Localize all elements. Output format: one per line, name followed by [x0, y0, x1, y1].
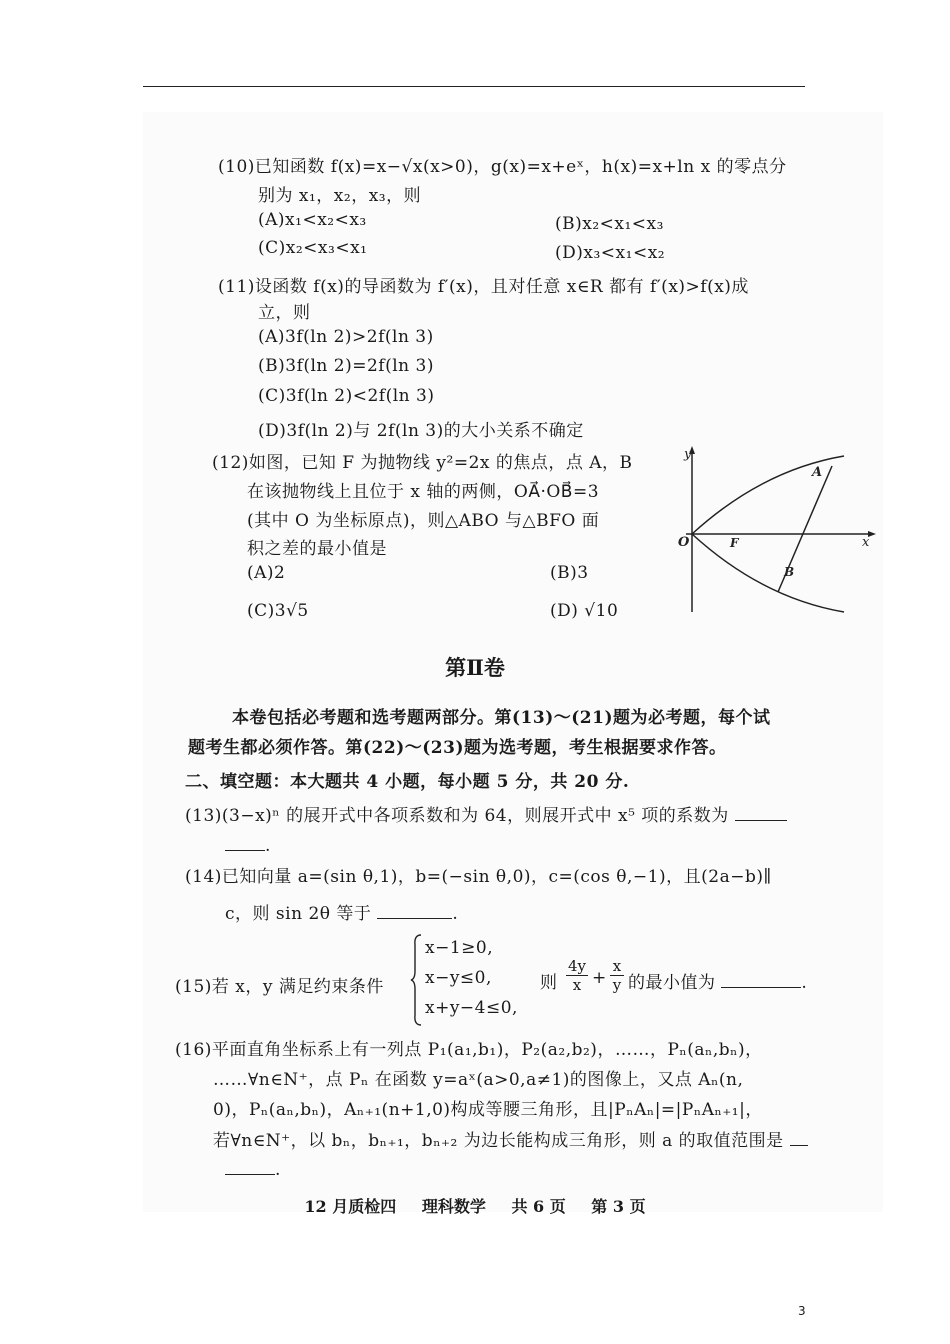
q15-frac2-den: y — [612, 976, 622, 994]
q16-line5 — [225, 1160, 281, 1180]
q14-line1: (14)已知向量 a=(sin θ,1)，b=(−sin θ,0)，c=(cos θ,−1)，且(2a−b)∥ — [185, 867, 772, 887]
q15-fraction-2 — [610, 957, 624, 994]
q12-line1: (12)如图，已知 F 为抛物线 y²=2x 的焦点，点 A，B — [212, 453, 633, 473]
header-rule — [143, 86, 805, 87]
footer-subject: 理科数学 — [421, 1197, 486, 1216]
q13-answer-blank-cont[interactable] — [225, 850, 265, 851]
q12-option-a: (A)2 — [247, 563, 286, 583]
q16-line4 — [213, 1126, 808, 1151]
q12-option-b: (B)3 — [550, 563, 589, 583]
q16-line2: ……∀n∈N⁺，点 Pₙ 在函数 y=aˣ(a>0,a≠1)的图像上，又点 Aₙ(n, — [213, 1070, 744, 1090]
q15-constraint-1: x−1≥0, — [425, 938, 494, 958]
q13-line2 — [225, 836, 271, 856]
q11-option-b: (B)3f(ln 2)=2f(ln 3) — [258, 356, 434, 376]
q15-suffix — [628, 968, 807, 993]
label-y: y — [684, 447, 692, 462]
fill-in-header: 二、填空题：本大题共 4 小题，每小题 5 分，共 20 分. — [185, 772, 630, 792]
q11-line2: 立，则 — [258, 303, 311, 323]
section-intro-line2: 题考生都必须作答。第(22)～(23)题为选考题，考生根据要求作答。 — [188, 738, 727, 758]
q11-option-c: (C)3f(ln 2)<2f(ln 3) — [258, 386, 435, 406]
q10-line2: 别为 x₁，x₂，x₃，则 — [258, 186, 422, 206]
q11-option-a: (A)3f(ln 2)>2f(ln 3) — [258, 327, 434, 347]
label-x: x — [862, 535, 870, 550]
q15-plus: + — [592, 968, 607, 988]
q12-option-d: (D) √10 — [550, 601, 619, 621]
q15-fraction-1 — [566, 957, 588, 994]
q10-line1: (10)已知函数 f(x)=x−√x(x>0)，g(x)=x+eˣ，h(x)=x+ln x 的零点分 — [218, 157, 787, 177]
q13-answer-blank[interactable] — [735, 820, 787, 821]
q11-option-d: (D)3f(ln 2)与 2f(ln 3)的大小关系不确定 — [258, 421, 584, 441]
q15-end: . — [801, 973, 808, 993]
q13-text: (13)(3−x)ⁿ 的展开式中各项系数和为 64，则展开式中 x⁵ 项的系数为 — [185, 806, 729, 826]
page-number: 3 — [798, 1304, 806, 1318]
parabola-figure — [662, 442, 882, 618]
footer-page: 第 3 页 — [591, 1197, 646, 1216]
q10-option-c: (C)x₂<x₃<x₁ — [258, 238, 368, 258]
q10-option-a: (A)x₁<x₂<x₃ — [258, 210, 367, 230]
q16-line3: 0)，Pₙ(aₙ,bₙ)，Aₙ₊₁(n+1,0)构成等腰三角形，且|PₙAₙ|=|PₙAₙ₊₁|， — [213, 1100, 763, 1120]
q16-answer-blank[interactable] — [790, 1145, 808, 1146]
q12-line3: (其中 O 为坐标原点)，则△ABO 与△BFO 面 — [247, 511, 600, 531]
footer-total-pages: 共 6 页 — [511, 1197, 566, 1216]
label-b: B — [784, 565, 795, 579]
q10-option-d: (D)x₃<x₁<x₂ — [555, 243, 666, 263]
q16-line1: (16)平面直角坐标系上有一列点 P₁(a₁,b₁)，P₂(a₂,b₂)，……，Pₙ(aₙ,bₙ)， — [175, 1040, 763, 1060]
section-title: 第Ⅱ卷 — [445, 655, 505, 680]
constraint-brace — [410, 933, 422, 1027]
q15-then: 则 — [540, 973, 558, 993]
q12-line2: 在该抛物线上且位于 x 轴的两侧，OA⃗·OB⃗=3 — [247, 482, 600, 502]
q13-line1 — [185, 801, 787, 826]
page-footer — [0, 1194, 950, 1217]
q15-frac1-num: 4y — [567, 957, 587, 975]
q14-end: . — [452, 904, 459, 924]
label-a: A — [812, 465, 823, 480]
q13-end: . — [265, 836, 271, 856]
section-intro-line1: 本卷包括必考题和选考题两部分。第(13)～(21)题为必考题，每个试 — [232, 708, 771, 728]
q15-constraint-3: x+y−4≤0, — [425, 998, 518, 1018]
q15-frac1-den: x — [572, 976, 582, 994]
q14-line2 — [225, 899, 458, 924]
footer-exam: 12 月质检四 — [304, 1197, 397, 1216]
q14-answer-blank[interactable] — [377, 918, 452, 919]
q14-text: c，则 sin 2θ 等于 — [225, 904, 372, 924]
label-focus: F — [730, 536, 739, 550]
label-origin: O — [678, 535, 690, 550]
q16-end: . — [275, 1160, 281, 1180]
q16-line4-text: 若∀n∈N⁺，以 bₙ，bₙ₊₁，bₙ₊₂ 为边长能构成三角形，则 a 的取值范围是 — [213, 1131, 784, 1151]
q15-suffix-text: 的最小值为 — [628, 973, 716, 993]
q12-line4: 积之差的最小值是 — [247, 539, 387, 559]
q15-frac2-num: x — [610, 957, 624, 976]
q15-prefix: (15)若 x，y 满足约束条件 — [175, 977, 384, 997]
q12-option-c: (C)3√5 — [247, 601, 309, 621]
q10-option-b: (B)x₂<x₁<x₃ — [555, 214, 664, 234]
q15-constraint-2: x−y≤0, — [425, 968, 492, 988]
q11-line1: (11)设函数 f(x)的导函数为 f′(x)，且对任意 x∈R 都有 f′(x)>f(x)成 — [218, 277, 749, 297]
q15-answer-blank[interactable] — [721, 987, 801, 988]
q16-answer-blank-cont[interactable] — [225, 1174, 275, 1175]
